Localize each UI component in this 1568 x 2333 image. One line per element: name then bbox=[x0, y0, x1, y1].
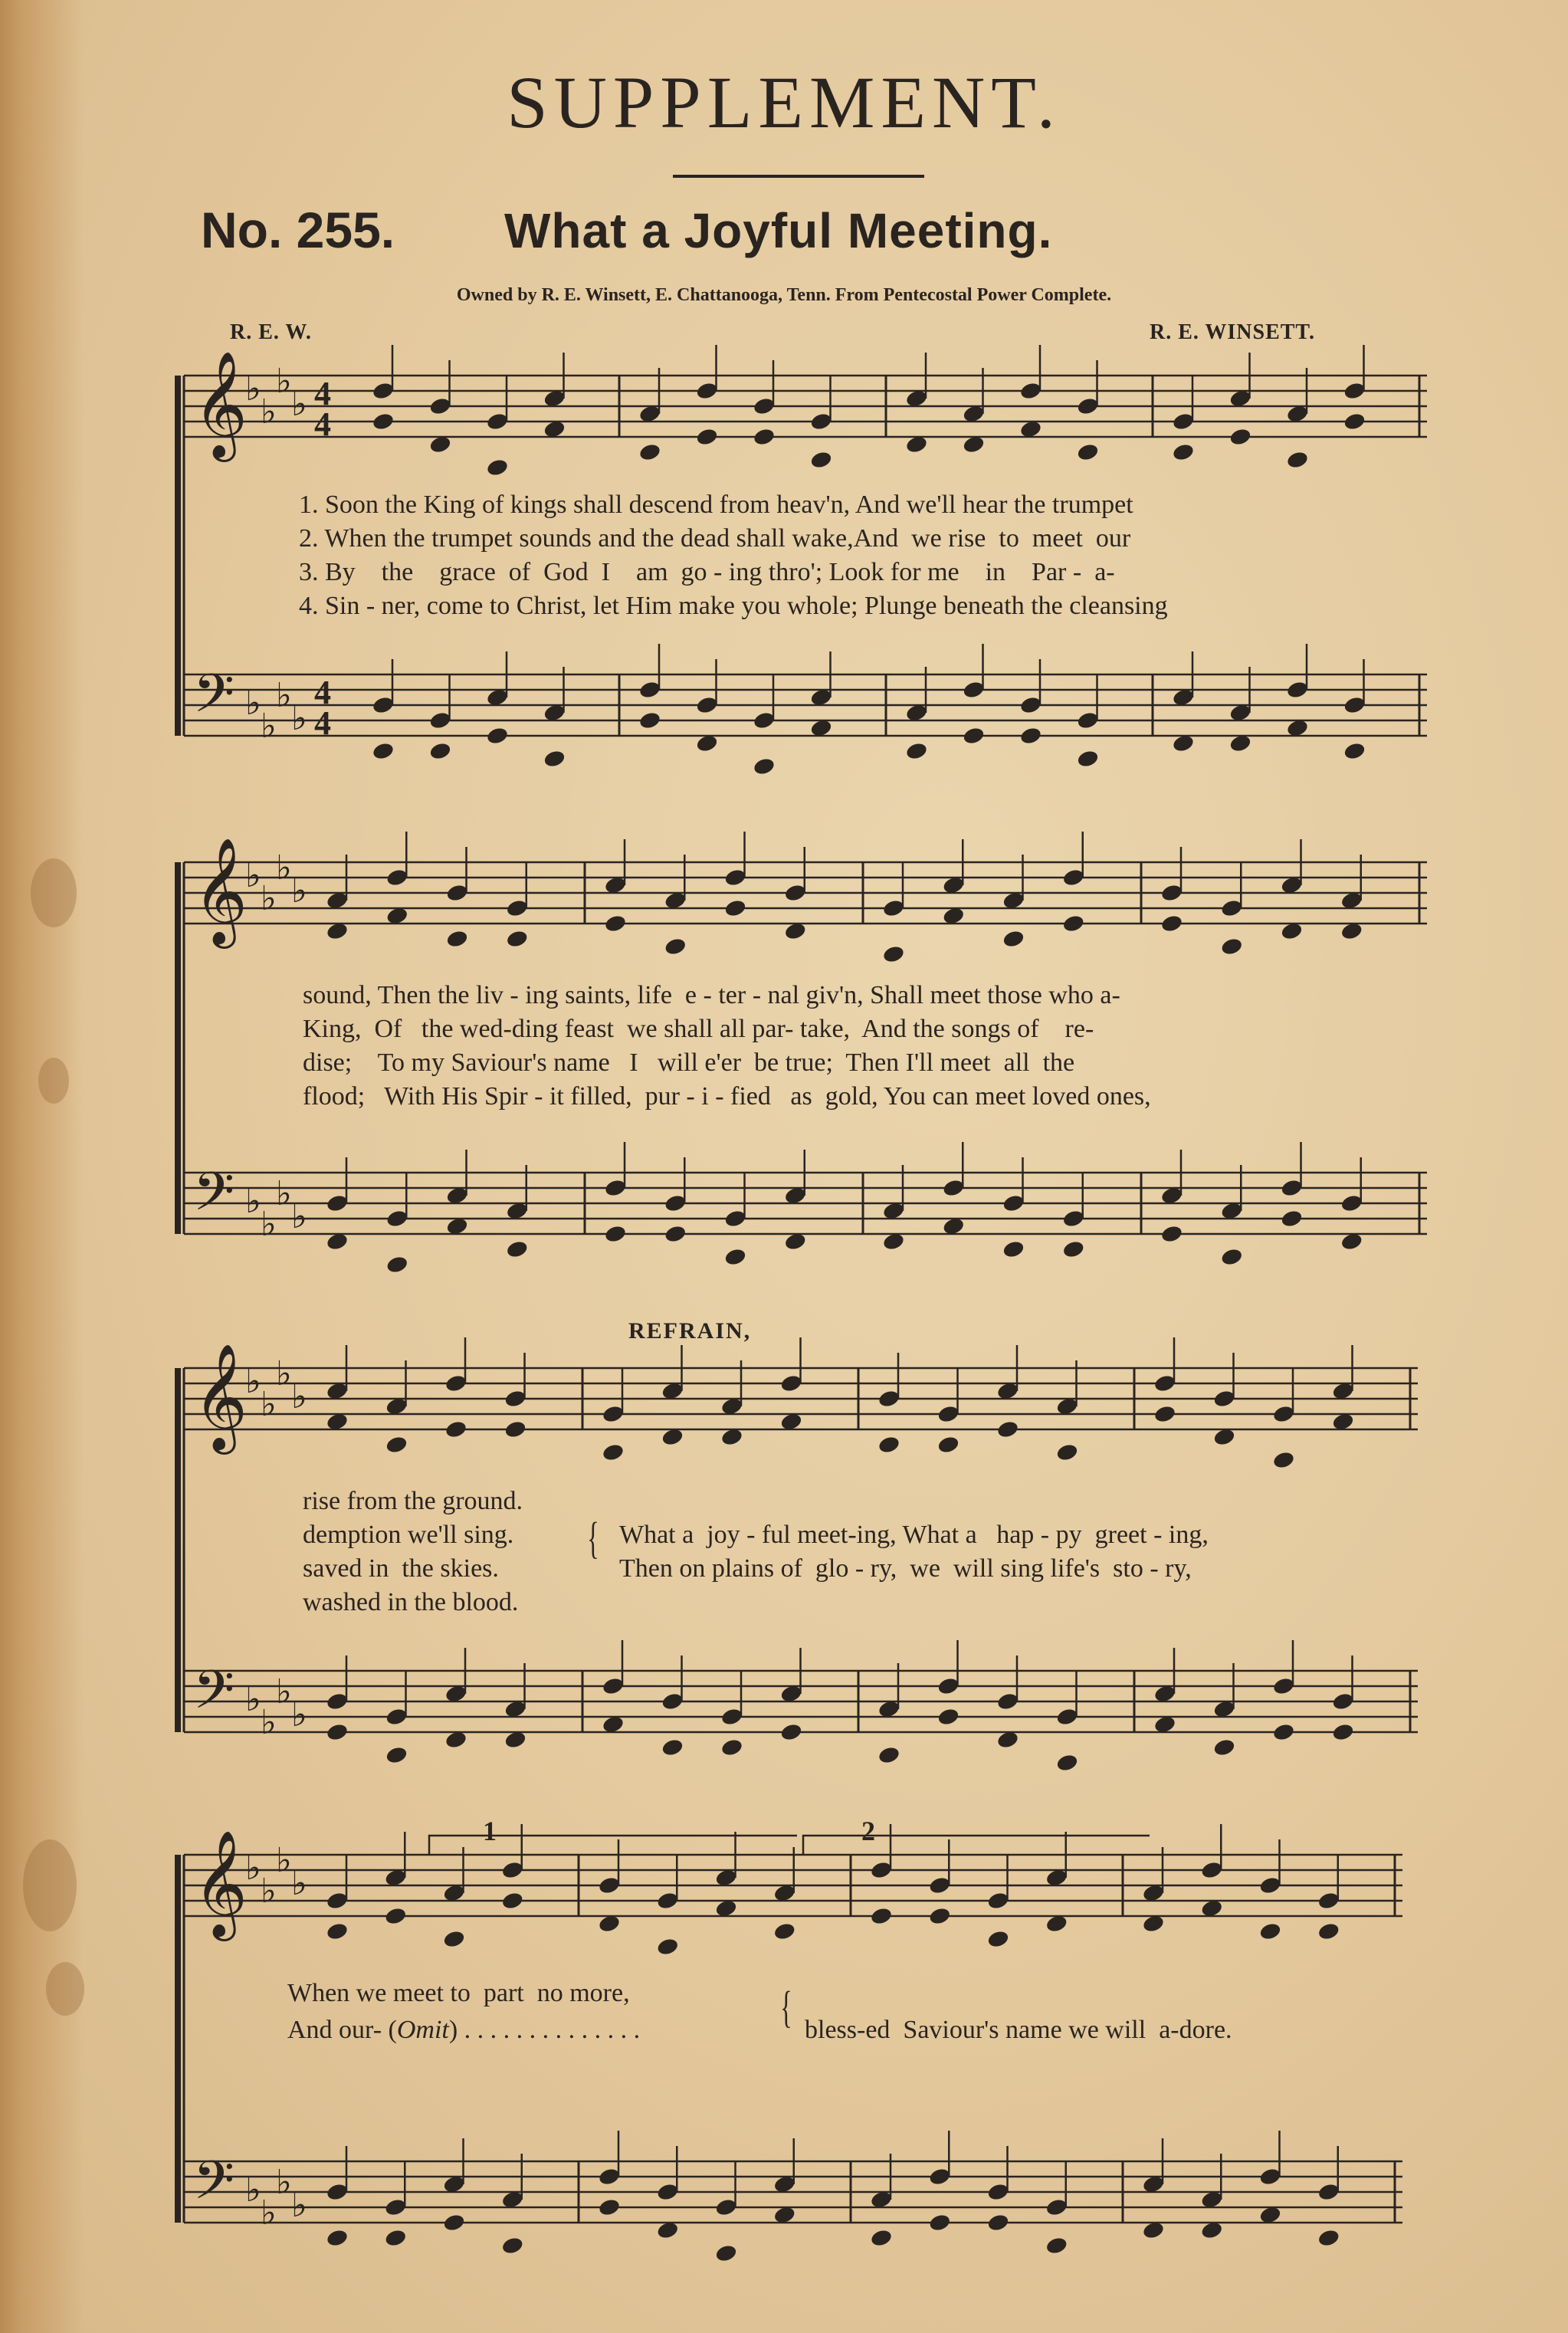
time-signature-digit: 4 bbox=[314, 375, 331, 412]
note-head bbox=[1055, 1707, 1079, 1727]
note-head bbox=[385, 1435, 408, 1455]
note-head bbox=[602, 1404, 625, 1424]
note-head bbox=[720, 1737, 744, 1757]
note-head bbox=[1076, 396, 1100, 416]
flat-sign: ♭ bbox=[291, 385, 307, 424]
flat-sign: ♭ bbox=[291, 1864, 307, 1903]
refrain-line: What a joy - ful meet-ing, What a hap - py greet - ing, bbox=[619, 1521, 1209, 1549]
bass-clef: 𝄢 bbox=[193, 1659, 235, 1734]
note-head bbox=[1061, 1239, 1085, 1259]
verse-1-ending: rise from the ground. bbox=[303, 1487, 523, 1515]
note-head bbox=[385, 1745, 408, 1765]
flat-sign: ♭ bbox=[291, 871, 307, 911]
flat-sign: ♭ bbox=[291, 1377, 307, 1416]
note-head bbox=[695, 381, 719, 401]
verse-1-line: sound, Then the liv - ing saints, life e - ter - nal giv'n, Shall meet those who a- bbox=[303, 981, 1120, 1009]
note-head bbox=[1331, 1692, 1355, 1711]
note-head bbox=[1160, 883, 1184, 903]
note-head bbox=[1002, 1239, 1025, 1259]
flat-sign: ♭ bbox=[291, 699, 307, 738]
page-heading: SUPPLEMENT. bbox=[507, 61, 1061, 143]
lyric-brace: { bbox=[780, 1982, 792, 2032]
note-head bbox=[385, 1707, 408, 1727]
note-head bbox=[598, 2167, 622, 2187]
note-head bbox=[753, 710, 776, 730]
note-head bbox=[486, 726, 510, 746]
bass-clef: 𝄢 bbox=[193, 662, 235, 737]
note-head bbox=[500, 1860, 524, 1880]
note-head bbox=[598, 1875, 622, 1895]
note-head bbox=[996, 1419, 1020, 1439]
flat-sign: ♭ bbox=[291, 2186, 307, 2225]
note-head bbox=[1045, 2197, 1068, 2217]
time-signature-digit: 4 bbox=[314, 674, 331, 711]
note-head bbox=[1272, 1722, 1296, 1742]
music-attribution: R. E. WINSETT. bbox=[1150, 320, 1316, 344]
note-head bbox=[1212, 1737, 1236, 1757]
note-head bbox=[962, 680, 986, 700]
flat-sign: ♭ bbox=[261, 392, 277, 431]
flat-sign: ♭ bbox=[261, 1703, 277, 1742]
note-head bbox=[937, 1707, 960, 1727]
note-head bbox=[753, 427, 776, 447]
treble-clef: 𝄞 bbox=[193, 1344, 248, 1450]
note-head bbox=[1019, 726, 1043, 746]
note-head bbox=[1002, 929, 1025, 949]
note-head bbox=[326, 1921, 349, 1941]
verse-4-line: flood; With His Spir - it filled, pur - i - fied as gold, You can meet loved ones, bbox=[303, 1082, 1151, 1111]
note-head bbox=[1272, 1450, 1296, 1470]
note-head bbox=[1272, 1404, 1296, 1424]
time-signature-digit: 4 bbox=[314, 405, 331, 443]
note-head bbox=[714, 2197, 738, 2217]
note-head bbox=[714, 2243, 738, 2263]
note-head bbox=[602, 1442, 625, 1462]
flat-sign: ♭ bbox=[245, 1680, 261, 1719]
note-head bbox=[656, 1891, 680, 1911]
flat-sign: ♭ bbox=[261, 1205, 277, 1244]
note-head bbox=[937, 1676, 960, 1696]
note-head bbox=[428, 396, 452, 416]
note-head bbox=[1076, 442, 1100, 462]
note-head bbox=[783, 883, 807, 903]
note-head bbox=[661, 1737, 684, 1757]
treble-clef: 𝄞 bbox=[193, 1830, 248, 1937]
note-head bbox=[505, 1239, 529, 1259]
note-head bbox=[1160, 914, 1184, 934]
note-head bbox=[604, 1178, 628, 1198]
note-head bbox=[428, 710, 452, 730]
note-head bbox=[723, 898, 747, 918]
note-head bbox=[664, 1224, 687, 1244]
flat-sign: ♭ bbox=[276, 676, 292, 715]
note-head bbox=[1343, 381, 1366, 401]
note-head bbox=[326, 1891, 349, 1911]
note-head bbox=[1317, 1921, 1340, 1941]
note-head bbox=[1340, 1193, 1363, 1213]
note-head bbox=[1212, 1389, 1236, 1409]
first-ending-line bbox=[287, 2016, 640, 2045]
copyright-credit: Owned by R. E. Winsett, E. Chattanooga, Tenn. From Pentecostal Power Complete. bbox=[456, 285, 1112, 305]
lyric-text: ) . . . . . . . . . . . . . . bbox=[448, 2016, 641, 2044]
note-head bbox=[385, 1255, 409, 1275]
note-head bbox=[870, 1906, 894, 1926]
note-head bbox=[1258, 2167, 1282, 2187]
note-head bbox=[604, 914, 628, 934]
note-head bbox=[384, 2197, 408, 2217]
verse-3-line: 3. By the grace of God I am go - ing thro'; Look for me in Par - a- bbox=[299, 558, 1115, 586]
note-head bbox=[1220, 937, 1244, 956]
note-head bbox=[372, 412, 395, 431]
bass-clef: 𝄢 bbox=[193, 1160, 235, 1235]
flat-sign: ♭ bbox=[245, 684, 261, 723]
note-head bbox=[986, 2213, 1010, 2233]
flat-sign: ♭ bbox=[245, 1362, 261, 1401]
flat-sign: ♭ bbox=[276, 1174, 292, 1213]
lyric-brace: { bbox=[587, 1513, 599, 1563]
note-head bbox=[1045, 2236, 1068, 2256]
note-head bbox=[1019, 381, 1043, 401]
note-head bbox=[723, 1209, 747, 1229]
note-head bbox=[1317, 2182, 1340, 2202]
note-head bbox=[928, 2213, 952, 2233]
note-head bbox=[372, 741, 395, 761]
note-head bbox=[723, 868, 747, 888]
note-head bbox=[1228, 427, 1252, 447]
note-head bbox=[753, 756, 776, 776]
note-head bbox=[445, 883, 469, 903]
note-head bbox=[773, 1921, 796, 1941]
note-head bbox=[942, 1178, 966, 1198]
omit-marking: Omit bbox=[396, 2016, 449, 2044]
note-head bbox=[1272, 1676, 1296, 1696]
note-head bbox=[385, 868, 409, 888]
note-head bbox=[442, 1929, 466, 1949]
verse-1-line: 1. Soon the King of kings shall descend from heav'n, And we'll hear the trumpet bbox=[299, 491, 1133, 519]
verse-2-line: King, Of the wed-ding feast we shall all par- take, And the songs of re- bbox=[303, 1015, 1094, 1043]
note-head bbox=[602, 1676, 625, 1696]
note-head bbox=[384, 1906, 408, 1926]
verse-4-ending: washed in the blood. bbox=[303, 1588, 519, 1616]
note-head bbox=[1019, 695, 1043, 715]
note-head bbox=[937, 1435, 960, 1455]
note-head bbox=[1200, 1860, 1224, 1880]
note-head bbox=[1220, 898, 1244, 918]
note-head bbox=[720, 1707, 744, 1727]
bass-clef: 𝄢 bbox=[193, 2149, 235, 2224]
hymn-title: What a Joyful Meeting. bbox=[504, 203, 1053, 258]
flat-sign: ♭ bbox=[245, 2171, 261, 2210]
note-head bbox=[500, 1891, 524, 1911]
note-head bbox=[1061, 868, 1085, 888]
note-head bbox=[1055, 1753, 1079, 1773]
note-head bbox=[905, 741, 929, 761]
lyric-text: And our- ( bbox=[287, 2016, 397, 2044]
flat-sign: ♭ bbox=[276, 1354, 292, 1393]
note-head bbox=[928, 2167, 952, 2187]
note-head bbox=[996, 1692, 1020, 1711]
note-head bbox=[877, 1435, 901, 1455]
note-head bbox=[986, 1929, 1010, 1949]
flat-sign: ♭ bbox=[261, 1385, 277, 1424]
note-head bbox=[753, 396, 776, 416]
note-head bbox=[504, 1419, 527, 1439]
note-head bbox=[326, 1722, 349, 1742]
note-head bbox=[1317, 1891, 1340, 1911]
note-head bbox=[326, 1193, 349, 1213]
note-head bbox=[877, 1389, 901, 1409]
verse-2-line: 2. When the trumpet sounds and the dead shall wake,And we rise to meet our bbox=[299, 524, 1131, 553]
flat-sign: ♭ bbox=[245, 856, 261, 895]
verse-3-ending: saved in the skies. bbox=[303, 1554, 499, 1583]
note-head bbox=[937, 1404, 960, 1424]
note-head bbox=[326, 2228, 349, 2248]
note-head bbox=[656, 1937, 680, 1957]
note-head bbox=[1220, 1247, 1244, 1267]
verse-4-line: 4. Sin - ner, come to Christ, let Him make you whole; Plunge beneath the cleansing bbox=[299, 592, 1168, 620]
note-head bbox=[1061, 1209, 1085, 1229]
note-head bbox=[505, 898, 529, 918]
note-head bbox=[384, 2228, 408, 2248]
note-head bbox=[1153, 1404, 1177, 1424]
second-ending-line: bless-ed Saviour's name we will a-dore. bbox=[805, 2016, 1232, 2044]
note-head bbox=[1055, 1442, 1079, 1462]
note-head bbox=[1002, 1193, 1025, 1213]
note-head bbox=[1317, 2228, 1340, 2248]
note-head bbox=[1258, 1921, 1282, 1941]
note-head bbox=[809, 412, 833, 431]
note-head bbox=[444, 1419, 468, 1439]
note-head bbox=[604, 1224, 628, 1244]
note-head bbox=[504, 1389, 527, 1409]
note-head bbox=[326, 2182, 349, 2202]
note-head bbox=[664, 937, 687, 956]
note-head bbox=[1343, 412, 1366, 431]
note-head bbox=[1286, 450, 1310, 470]
flat-sign: ♭ bbox=[291, 1695, 307, 1734]
flat-sign: ♭ bbox=[245, 369, 261, 409]
note-head bbox=[695, 427, 719, 447]
flat-sign: ♭ bbox=[276, 1672, 292, 1711]
note-head bbox=[1061, 914, 1085, 934]
note-head bbox=[779, 1373, 803, 1393]
note-head bbox=[445, 929, 469, 949]
note-head bbox=[1280, 1209, 1304, 1229]
note-head bbox=[1343, 695, 1366, 715]
verse-2-ending: demption we'll sing. bbox=[303, 1521, 514, 1549]
note-head bbox=[1153, 1373, 1177, 1393]
note-head bbox=[1076, 749, 1100, 769]
note-head bbox=[372, 381, 395, 401]
note-head bbox=[664, 1193, 687, 1213]
note-head bbox=[928, 1875, 952, 1895]
note-head bbox=[1160, 1224, 1184, 1244]
second-ending-bracket bbox=[803, 1836, 1150, 1855]
note-head bbox=[442, 2213, 466, 2233]
verse-3-line: dise; To my Saviour's name I will e'er be true; Then I'll meet all the bbox=[303, 1048, 1075, 1077]
note-head bbox=[444, 1373, 468, 1393]
note-head bbox=[882, 944, 906, 964]
note-head bbox=[428, 741, 452, 761]
note-head bbox=[638, 710, 662, 730]
note-head bbox=[882, 898, 906, 918]
note-head bbox=[638, 442, 662, 462]
note-head bbox=[486, 412, 510, 431]
note-head bbox=[877, 1745, 901, 1765]
flat-sign: ♭ bbox=[261, 879, 277, 918]
first-ending-line: When we meet to part no more, bbox=[287, 1979, 630, 2007]
note-head bbox=[661, 1692, 684, 1711]
flat-sign: ♭ bbox=[261, 707, 277, 746]
refrain-label: REFRAIN, bbox=[628, 1318, 752, 1344]
flat-sign: ♭ bbox=[245, 1849, 261, 1888]
note-head bbox=[928, 1906, 952, 1926]
refrain-line: Then on plains of glo - ry, we will sing life's sto - ry, bbox=[619, 1554, 1192, 1583]
note-head bbox=[962, 726, 986, 746]
note-head bbox=[500, 2236, 524, 2256]
note-head bbox=[986, 1891, 1010, 1911]
note-head bbox=[779, 1722, 803, 1742]
flat-sign: ♭ bbox=[276, 362, 292, 401]
note-head bbox=[870, 2228, 894, 2248]
flat-sign: ♭ bbox=[261, 1872, 277, 1911]
note-head bbox=[326, 1692, 349, 1711]
note-head bbox=[723, 1247, 747, 1267]
flat-sign: ♭ bbox=[261, 2194, 277, 2233]
first-ending-number: 1 bbox=[483, 1816, 497, 1846]
hymn-number: No. 255. bbox=[201, 202, 395, 258]
note-head bbox=[695, 695, 719, 715]
note-head bbox=[1343, 741, 1366, 761]
note-head bbox=[598, 2197, 622, 2217]
note-head bbox=[1286, 680, 1310, 700]
note-head bbox=[870, 1860, 894, 1880]
note-head bbox=[1331, 1722, 1355, 1742]
flat-sign: ♭ bbox=[276, 1841, 292, 1880]
note-head bbox=[638, 680, 662, 700]
note-head bbox=[1172, 442, 1196, 462]
note-head bbox=[1172, 412, 1196, 431]
note-head bbox=[1280, 1178, 1304, 1198]
flat-sign: ♭ bbox=[276, 848, 292, 888]
flat-sign: ♭ bbox=[276, 2163, 292, 2202]
treble-clef: 𝄞 bbox=[193, 351, 248, 458]
words-attribution: R. E. W. bbox=[230, 320, 312, 344]
note-head bbox=[1258, 1875, 1282, 1895]
flat-sign: ♭ bbox=[291, 1197, 307, 1236]
note-head bbox=[372, 695, 395, 715]
note-head bbox=[1076, 710, 1100, 730]
time-signature-digit: 4 bbox=[314, 704, 331, 742]
note-head bbox=[385, 1209, 409, 1229]
note-head bbox=[809, 450, 833, 470]
note-head bbox=[486, 458, 510, 477]
second-ending-number: 2 bbox=[861, 1816, 875, 1846]
note-head bbox=[543, 749, 566, 769]
note-head bbox=[986, 2182, 1010, 2202]
note-head bbox=[656, 2182, 680, 2202]
treble-clef: 𝄞 bbox=[193, 838, 248, 944]
note-head bbox=[505, 929, 529, 949]
flat-sign: ♭ bbox=[245, 1182, 261, 1221]
